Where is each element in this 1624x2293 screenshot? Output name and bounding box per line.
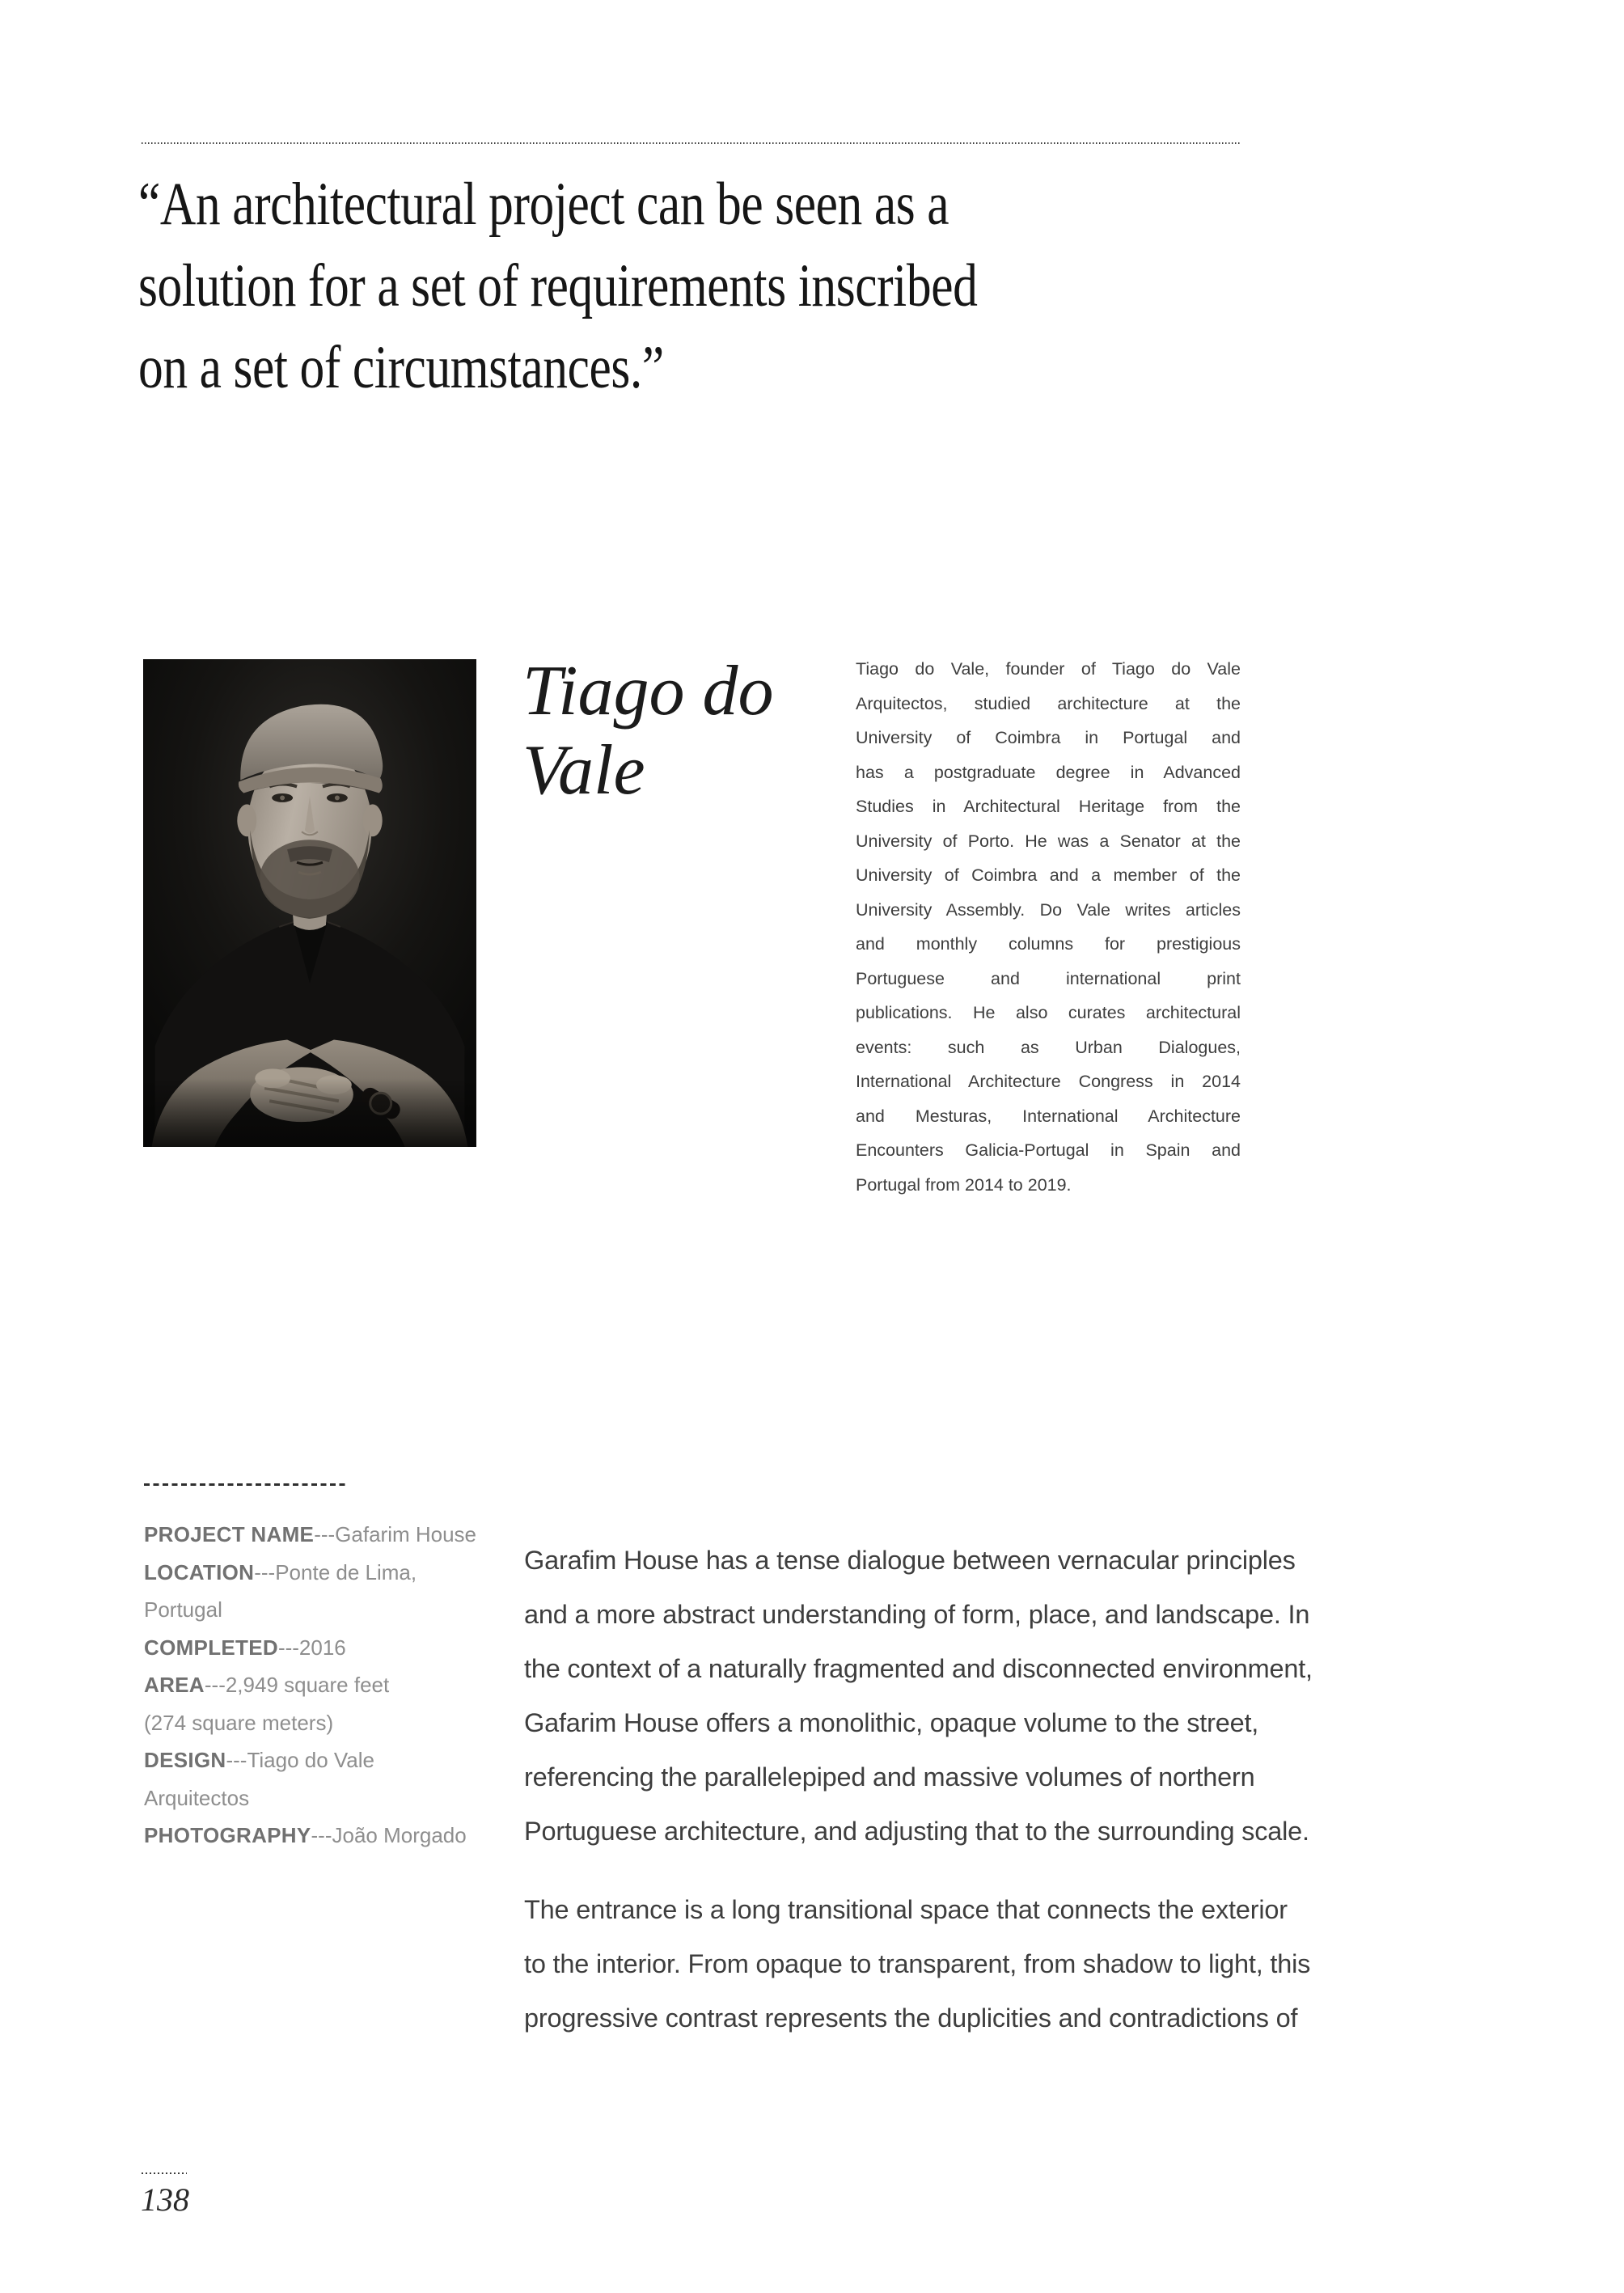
- article-line: The entrance is a long transitional space that connects the exterior: [524, 1895, 1288, 1924]
- bio-line: Studies in Architectural Heritage from the: [856, 797, 1241, 816]
- bio-line: and monthly columns for prestigious: [856, 934, 1241, 954]
- project-info-row: [144, 1591, 524, 1629]
- bio-line: publications. He also curates architectural: [856, 1003, 1241, 1022]
- bio-line: Portugal from 2014 to 2019.: [856, 1174, 1072, 1195]
- article-line: the context of a naturally fragmented and disconnected environment,: [524, 1654, 1313, 1683]
- bio-line: has a postgraduate degree in Advanced: [856, 762, 1241, 782]
- bio-line: Encounters Galicia-Portugal in Spain and: [856, 1140, 1241, 1160]
- project-info-row: [144, 1704, 524, 1742]
- pull-quote-line-text: on a set of circumstances.”: [138, 334, 664, 401]
- article-body: [524, 1534, 1462, 2046]
- project-info-row: [144, 1779, 524, 1817]
- bio-line: Portuguese and international print: [856, 968, 1241, 988]
- bio-line: and Mesturas, International Architecture: [856, 1106, 1241, 1126]
- article-line: Portuguese architecture, and adjusting that to the surrounding scale.: [524, 1817, 1309, 1846]
- project-info-value: ---Tiago do Vale: [226, 1748, 375, 1772]
- pull-quote-line: [138, 327, 1161, 408]
- article-line: Gafarim House offers a monolithic, opaque volume to the street,: [524, 1708, 1259, 1737]
- pull-quote: [138, 163, 1161, 408]
- architect-name-line: Tiago do: [522, 652, 774, 730]
- project-info-value: ---2016: [277, 1635, 346, 1660]
- bio-line: University of Coimbra in Portugal and: [856, 728, 1241, 747]
- project-info-value: ---Gafarim House: [314, 1522, 477, 1546]
- portrait-photo-image: [143, 659, 476, 1147]
- top-dotted-divider: [142, 142, 1241, 144]
- bio-line: Tiago do Vale, founder of Tiago do Vale: [856, 659, 1241, 679]
- bio-line: University Assembly. Do Vale writes articles: [856, 899, 1241, 920]
- bio-line: International Architecture Congress in 2014: [856, 1072, 1241, 1091]
- pull-quote-line: [138, 245, 1161, 327]
- page-number: 138: [141, 2181, 189, 2218]
- article-line: progressive contrast represents the duplicities and contradictions of: [524, 2003, 1298, 2033]
- project-info-label: PROJECT NAME: [144, 1522, 315, 1546]
- project-info-label: PHOTOGRAPHY: [144, 1823, 311, 1847]
- project-info-row: [144, 1741, 524, 1779]
- architect-name-line: Vale: [522, 731, 645, 810]
- architect-name: [522, 652, 774, 810]
- article-paragraph: [524, 1883, 1462, 2046]
- project-info-row: [144, 1554, 524, 1592]
- bio-line: University of Coimbra and a member of the: [856, 865, 1241, 885]
- page-number-divider: [142, 2172, 187, 2174]
- project-info: [144, 1516, 524, 1855]
- article-paragraph: [524, 1534, 1462, 1859]
- article-line: and a more abstract understanding of form, place, and landscape. In: [524, 1600, 1310, 1629]
- bio-line: events: such as Urban Dialogues,: [856, 1037, 1241, 1057]
- architect-bio: [856, 652, 1241, 1202]
- project-info-row: [144, 1516, 524, 1554]
- project-info-label: COMPLETED: [144, 1635, 278, 1660]
- bio-line: University of Porto. He was a Senator at the: [856, 831, 1241, 851]
- project-info-row: [144, 1629, 524, 1667]
- pull-quote-line-text: “An architectural project can be seen as a: [138, 171, 949, 238]
- article-line: to the interior. From opaque to transparent, from shadow to light, this: [524, 1949, 1311, 1978]
- project-info-value: Arquitectos: [144, 1785, 250, 1810]
- project-info-label: AREA: [144, 1673, 205, 1697]
- project-info-value: ---Ponte de Lima,: [254, 1559, 417, 1584]
- project-info-value: (274 square meters): [144, 1710, 334, 1735]
- bio-line: Arquitectos, studied architecture at the: [856, 693, 1241, 713]
- pull-quote-line: [138, 163, 1161, 245]
- project-info-value: Portugal: [144, 1597, 222, 1622]
- project-info-divider: [144, 1483, 346, 1486]
- article-line: referencing the parallelepiped and massive volumes of northern: [524, 1762, 1255, 1792]
- project-info-value: ---João Morgado: [311, 1823, 467, 1847]
- project-info-row: [144, 1666, 524, 1704]
- article-line: Garafim House has a tense dialogue between vernacular principles: [524, 1546, 1296, 1575]
- portrait-photo: [143, 659, 476, 1147]
- project-info-value: ---2,949 square feet: [204, 1673, 390, 1697]
- pull-quote-line-text: solution for a set of requirements inscribed: [138, 252, 978, 319]
- project-info-label: DESIGN: [144, 1748, 226, 1772]
- project-info-row: [144, 1817, 524, 1855]
- project-info-label: LOCATION: [144, 1559, 255, 1584]
